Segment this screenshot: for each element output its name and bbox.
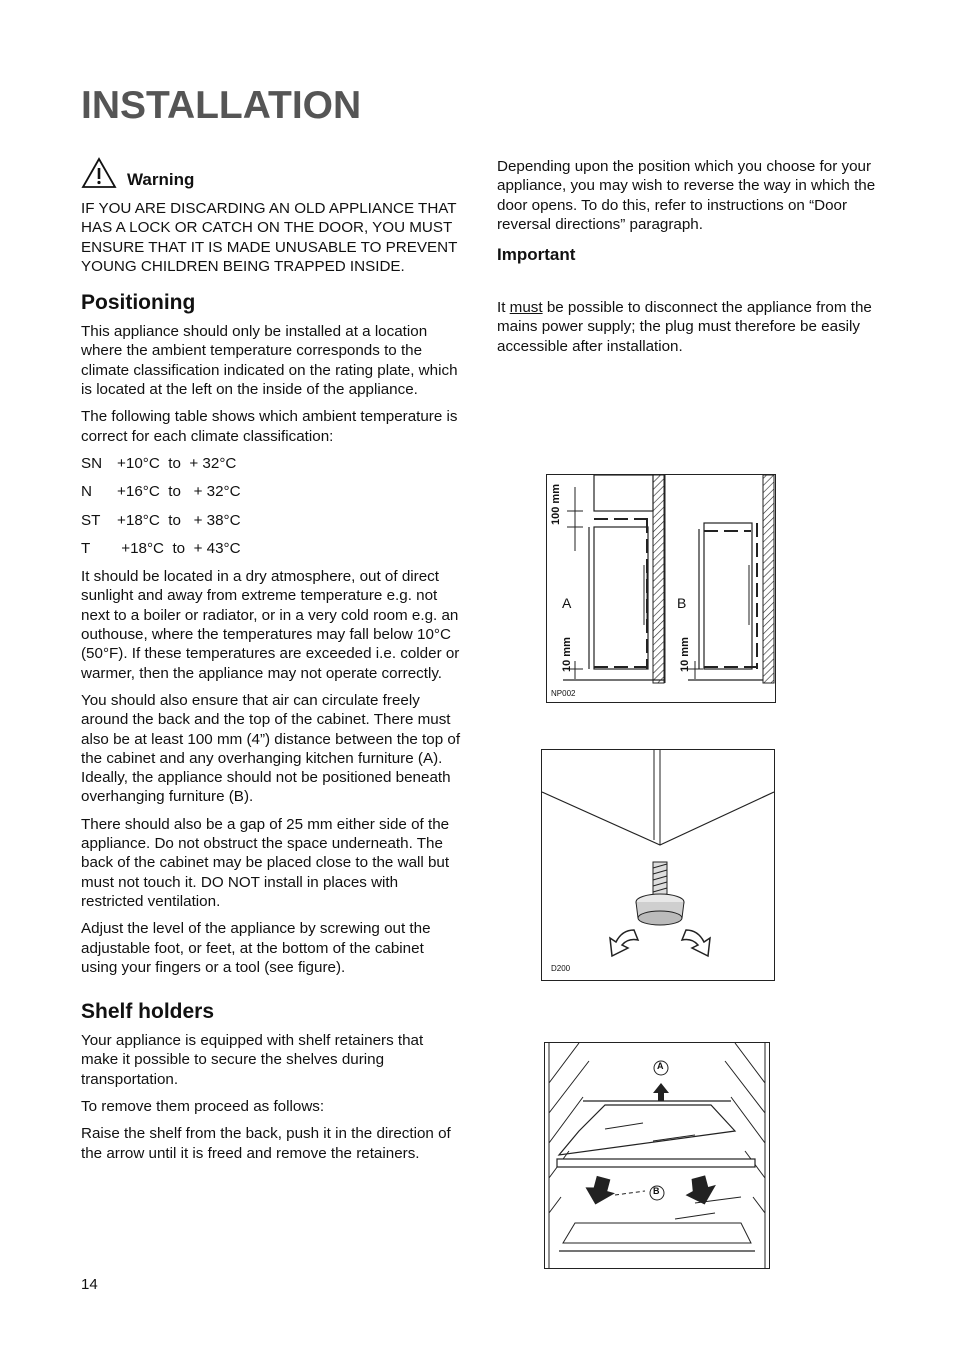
important-heading: Important [497,245,576,265]
wall-b [763,475,774,683]
fridge-a [594,527,648,669]
positioning-paragraph-6: Adjust the level of the appliance by screwing out the adjustable foot, or feet, at the bottom of the cabinet using your fingers or a tool (see figure). [81,920,431,976]
clearance-figure [546,474,776,703]
shelf-holders-paragraph-1: Your appliance is equipped with shelf retainers that make it possible to secure the shelves during transportation. [81,1032,424,1088]
climate-code: ST [81,511,101,529]
positioning-paragraph-4: You should also ensure that air can circulate freely around the back and the top of the cabinet. There must also be at least 100 mm (4”) distance between the top of the cabinet and any overhanging kitchen furniture (A). Ideally, the appliance should not be positioned beneath overhanging furniture (B). [81,691,461,806]
important-text-start: It [497,299,510,317]
climate-code: T [81,539,91,557]
important-text [497,298,882,356]
shelf-label-a: A [657,1061,664,1071]
label-10mm-b: 10 mm [679,637,691,672]
wall-a [653,475,664,683]
page-number: 14 [81,1276,98,1293]
right-column [497,157,882,364]
fridge-b [704,523,752,669]
climate-code: N [81,483,92,501]
climate-row [81,511,461,530]
figure-code: NP002 [551,689,576,698]
climate-row [81,539,461,558]
cupboard-a [594,475,653,511]
warning-heading: Warning [127,170,195,189]
climate-range: +10°C to + 32°C [117,454,237,472]
label-a: A [562,595,572,611]
climate-range: +16°C to + 32°C [117,483,241,501]
important-text-end: be possible to disconnect the appliance from the mains power supply; the plug must therefore be easily accessible after installation. [497,299,872,355]
warning-triangle-icon [81,157,117,189]
positioning-paragraph-2: The following table shows which ambient temperature is correct for each climate classification: [81,408,458,445]
page-title: INSTALLATION [81,84,362,127]
climate-row [81,454,461,473]
door-reversal-paragraph: Depending upon the position which you choose for your appliance, you may wish to reverse the way in which the door opens. To do this, refer to instructions on “Door reversal directions” paragraph. [497,158,876,233]
label-b: B [677,595,687,611]
positioning-paragraph-5: There should also be a gap of 25 mm either side of the appliance. Do not obstruct the space underneath. The back of the cabinet may be placed close to the wall but must not touch it. DO NOT install in places with restricted ventilation. [81,815,450,910]
shelf-figure [544,1042,770,1269]
figure-code: D200 [551,964,571,973]
positioning-paragraph-3: It should be located in a dry atmosphere, out of direct sunlight and away from extreme temperature e.g. not next to a boiler or radiator, or in a very cold room e.g. an outhouse, where the temperatures may fall below 10°C (50°F). If these temperatures are exceeded i.e. colder or warmer, then the appliance may not operate correctly. [81,568,460,682]
important-emphasis: must [509,299,543,317]
positioning-heading: Positioning [81,291,196,315]
positioning-paragraph-1: This appliance should only be installed at a location where the ambient temperature corresponds to the climate classification indicated on the rating plate, which is located at the left on the inside of the appliance. [81,323,458,399]
label-100mm: 100 mm [550,484,562,525]
shelf-holders-heading: Shelf holders [81,1000,215,1024]
clearance-diagram [547,475,775,702]
climate-code: SN [81,454,103,472]
climate-range: +18°C to + 38°C [117,511,241,529]
shelf-label-b: B [653,1186,660,1196]
climate-range: +18°C to + 43°C [117,539,241,557]
climate-row [81,482,461,501]
warning-header [81,155,461,189]
shelf-holders-paragraph-2: To remove them proceed as follows: [81,1097,325,1115]
shelf-diagram [545,1043,769,1268]
shelf-holders-paragraph-3: Raise the shelf from the back, push it in the direction of the arrow until it is freed and remove the retainers. [81,1125,451,1162]
climate-table [81,454,461,558]
foot-figure [541,749,775,981]
warning-text: IF YOU ARE DISCARDING AN OLD APPLIANCE THAT HAS A LOCK OR CATCH ON THE DOOR, YOU MUST ENSURE THAT IT IS MADE UNUSABLE TO PREVENT YOUNG CHILDREN BEING TRAPPED INSIDE. [81,200,458,275]
foot-diagram [542,750,774,980]
label-10mm-a: 10 mm [561,637,573,672]
left-column [81,155,461,1171]
